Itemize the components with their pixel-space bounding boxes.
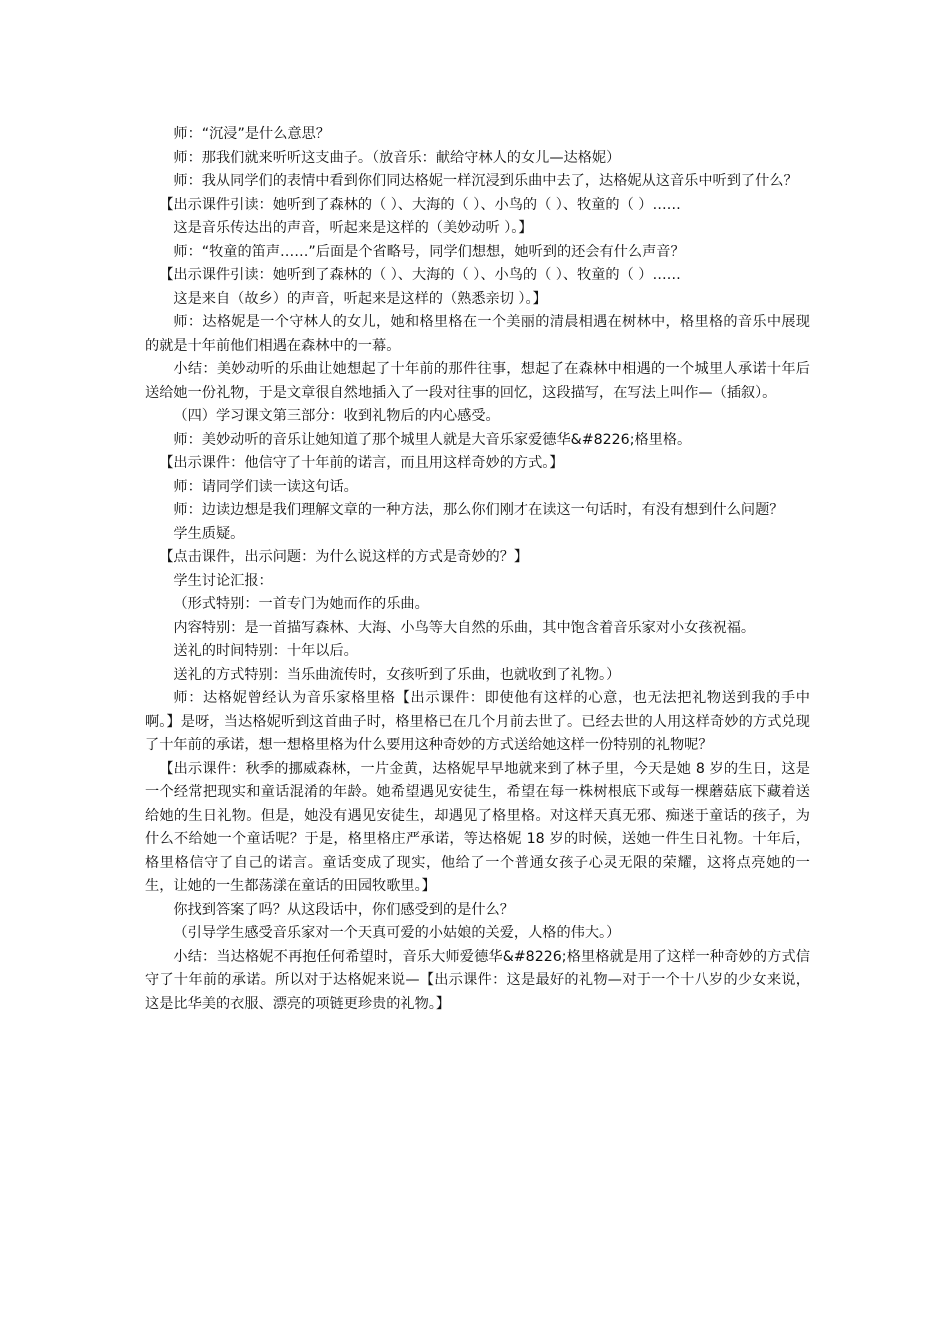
paragraph-7: 【出示课件引读：她听到了森林的（ ）、大海的（ ）、小鸟的（ ）、牧童的（ ）…… — [159, 267, 681, 283]
paragraph-8: 这是来自（故乡）的声音，听起来是这样的（熟悉亲切 ）。】 — [173, 290, 547, 307]
paragraph-23: 师：达格妮曾经认为音乐家格里格【出示课件：即使他有这样的心意，也无法把礼物送到我的手中啊。】是呀，当达格妮听到这首曲子时，格里格已在几个月前去世了。已经去世的人用这样奇妙的方式兑现了十年前的承诺，想一想格里格为什么要用这种奇妙的方式送给她这样一份特别的礼物呢？ — [145, 690, 810, 753]
paragraph-9: 师：达格妮是一个守林人的女儿，她和格里格在一个美丽的清晨相遇在树林中，格里格的音乐中展现的就是十年前他们相遇在森林中的一幕。 — [145, 314, 810, 354]
paragraph-27: 小结：当达格妮不再抱任何希望时，音乐大师爱德华&#8226;格里格就是用了这样一种奇妙的方式信守了十年前的承诺。所以对于达格妮来说—【出示课件：这是最好的礼物—对于一个十八岁的少女来说，这是比华美的衣服、漂亮的项链更珍贵的礼物。】 — [145, 948, 810, 1012]
paragraph-22: 送礼的方式特别：当乐曲流传时，女孩听到了乐曲，也就收到了礼物。） — [173, 666, 621, 683]
paragraph-17: 【点击课件，出示问题：为什么说这样的方式是奇妙的？】 — [159, 549, 529, 565]
paragraph-1: 师：“沉浸”是什么意思？ — [173, 126, 330, 142]
paragraph-11: （四）学习课文第三部分：收到礼物后的内心感受。 — [173, 408, 500, 424]
paragraph-6: 师：“牧童的笛声……”后面是个省略号，同学们想想，她听到的还会有什么声音？ — [173, 243, 685, 260]
paragraph-4: 【出示课件引读：她听到了森林的（ ）、大海的（ ）、小鸟的（ ）、牧童的（ ）…… — [159, 196, 681, 213]
paragraph-18: 学生讨论汇报： — [173, 572, 273, 589]
paragraph-16: 学生质疑。 — [173, 525, 245, 542]
paragraph-2: 师：那我们就来听听这支曲子。（放音乐：献给守林人的女儿—达格妮） — [173, 149, 621, 166]
paragraph-19: （形式特别：一首专门为她而作的乐曲。 — [173, 596, 429, 612]
paragraph-5: 这是音乐传达出的声音，听起来是这样的（美妙动听 ）。】 — [173, 220, 533, 236]
paragraph-12: 师：美妙动听的音乐让她知道了那个城里人就是大音乐家爱德华&#8226;格里格。 — [173, 431, 692, 448]
paragraph-10: 小结：美妙动听的乐曲让她想起了十年前的那件往事，想起了在森林中相遇的一个城里人承诺十年后送给她一份礼物，于是文章很自然地插入了一段对往事的回忆，这段描写，在写法上叫作—（插叙）。 — [145, 361, 810, 401]
paragraph-24: 【出示课件：秋季的挪威森林，一片金黄，达格妮早早地就来到了林子里，今天是她 8 岁的生日，这是一个经常把现实和童话混淆的年龄。她希望遇见安徒生，希望在每一株树根底下或每一棵蘑菇底下藏着送给她的生日礼物。但是，她没有遇见安徒生，却遇见了格里格。对这样天真无邪、痴迷于童话的孩子，为什么不给她一个童话呢？于是，格里格庄严承诺，等达格妮 18 岁的时候，送她一件生日礼物。十年后，格里格信守了自己的诺言。童话变成了现实，他给了一个普通女孩子心灵无限的荣耀，这将点亮她的一生，让她的一生都荡漾在童话的田园牧歌里。】 — [145, 760, 810, 894]
paragraph-25: 你找到答案了吗？从这段话中，你们感受到的是什么？ — [173, 901, 514, 918]
paragraph-15: 师：边读边想是我们理解文章的一种方法，那么你们刚才在读这一句话时，有没有想到什么问题？ — [173, 502, 784, 518]
paragraph-14: 师：请同学们读一读这句话。 — [173, 478, 358, 495]
document-page — [145, 123, 810, 1016]
paragraph-3: 师：我从同学们的表情中看到你们同达格妮一样沉浸到乐曲中去了，达格妮从这音乐中听到了什么？ — [173, 173, 798, 189]
paragraph-20: 内容特别：是一首描写森林、大海、小鸟等大自然的乐曲，其中饱含着音乐家对小女孩祝福。 — [173, 619, 756, 636]
paragraph-21: 送礼的时间特别：十年以后。 — [173, 643, 358, 659]
paragraph-26: （引导学生感受音乐家对一个天真可爱的小姑娘的关爱，人格的伟大。） — [173, 925, 621, 941]
paragraph-13: 【出示课件：他信守了十年前的诺言，而且用这样奇妙的方式。】 — [159, 455, 564, 471]
